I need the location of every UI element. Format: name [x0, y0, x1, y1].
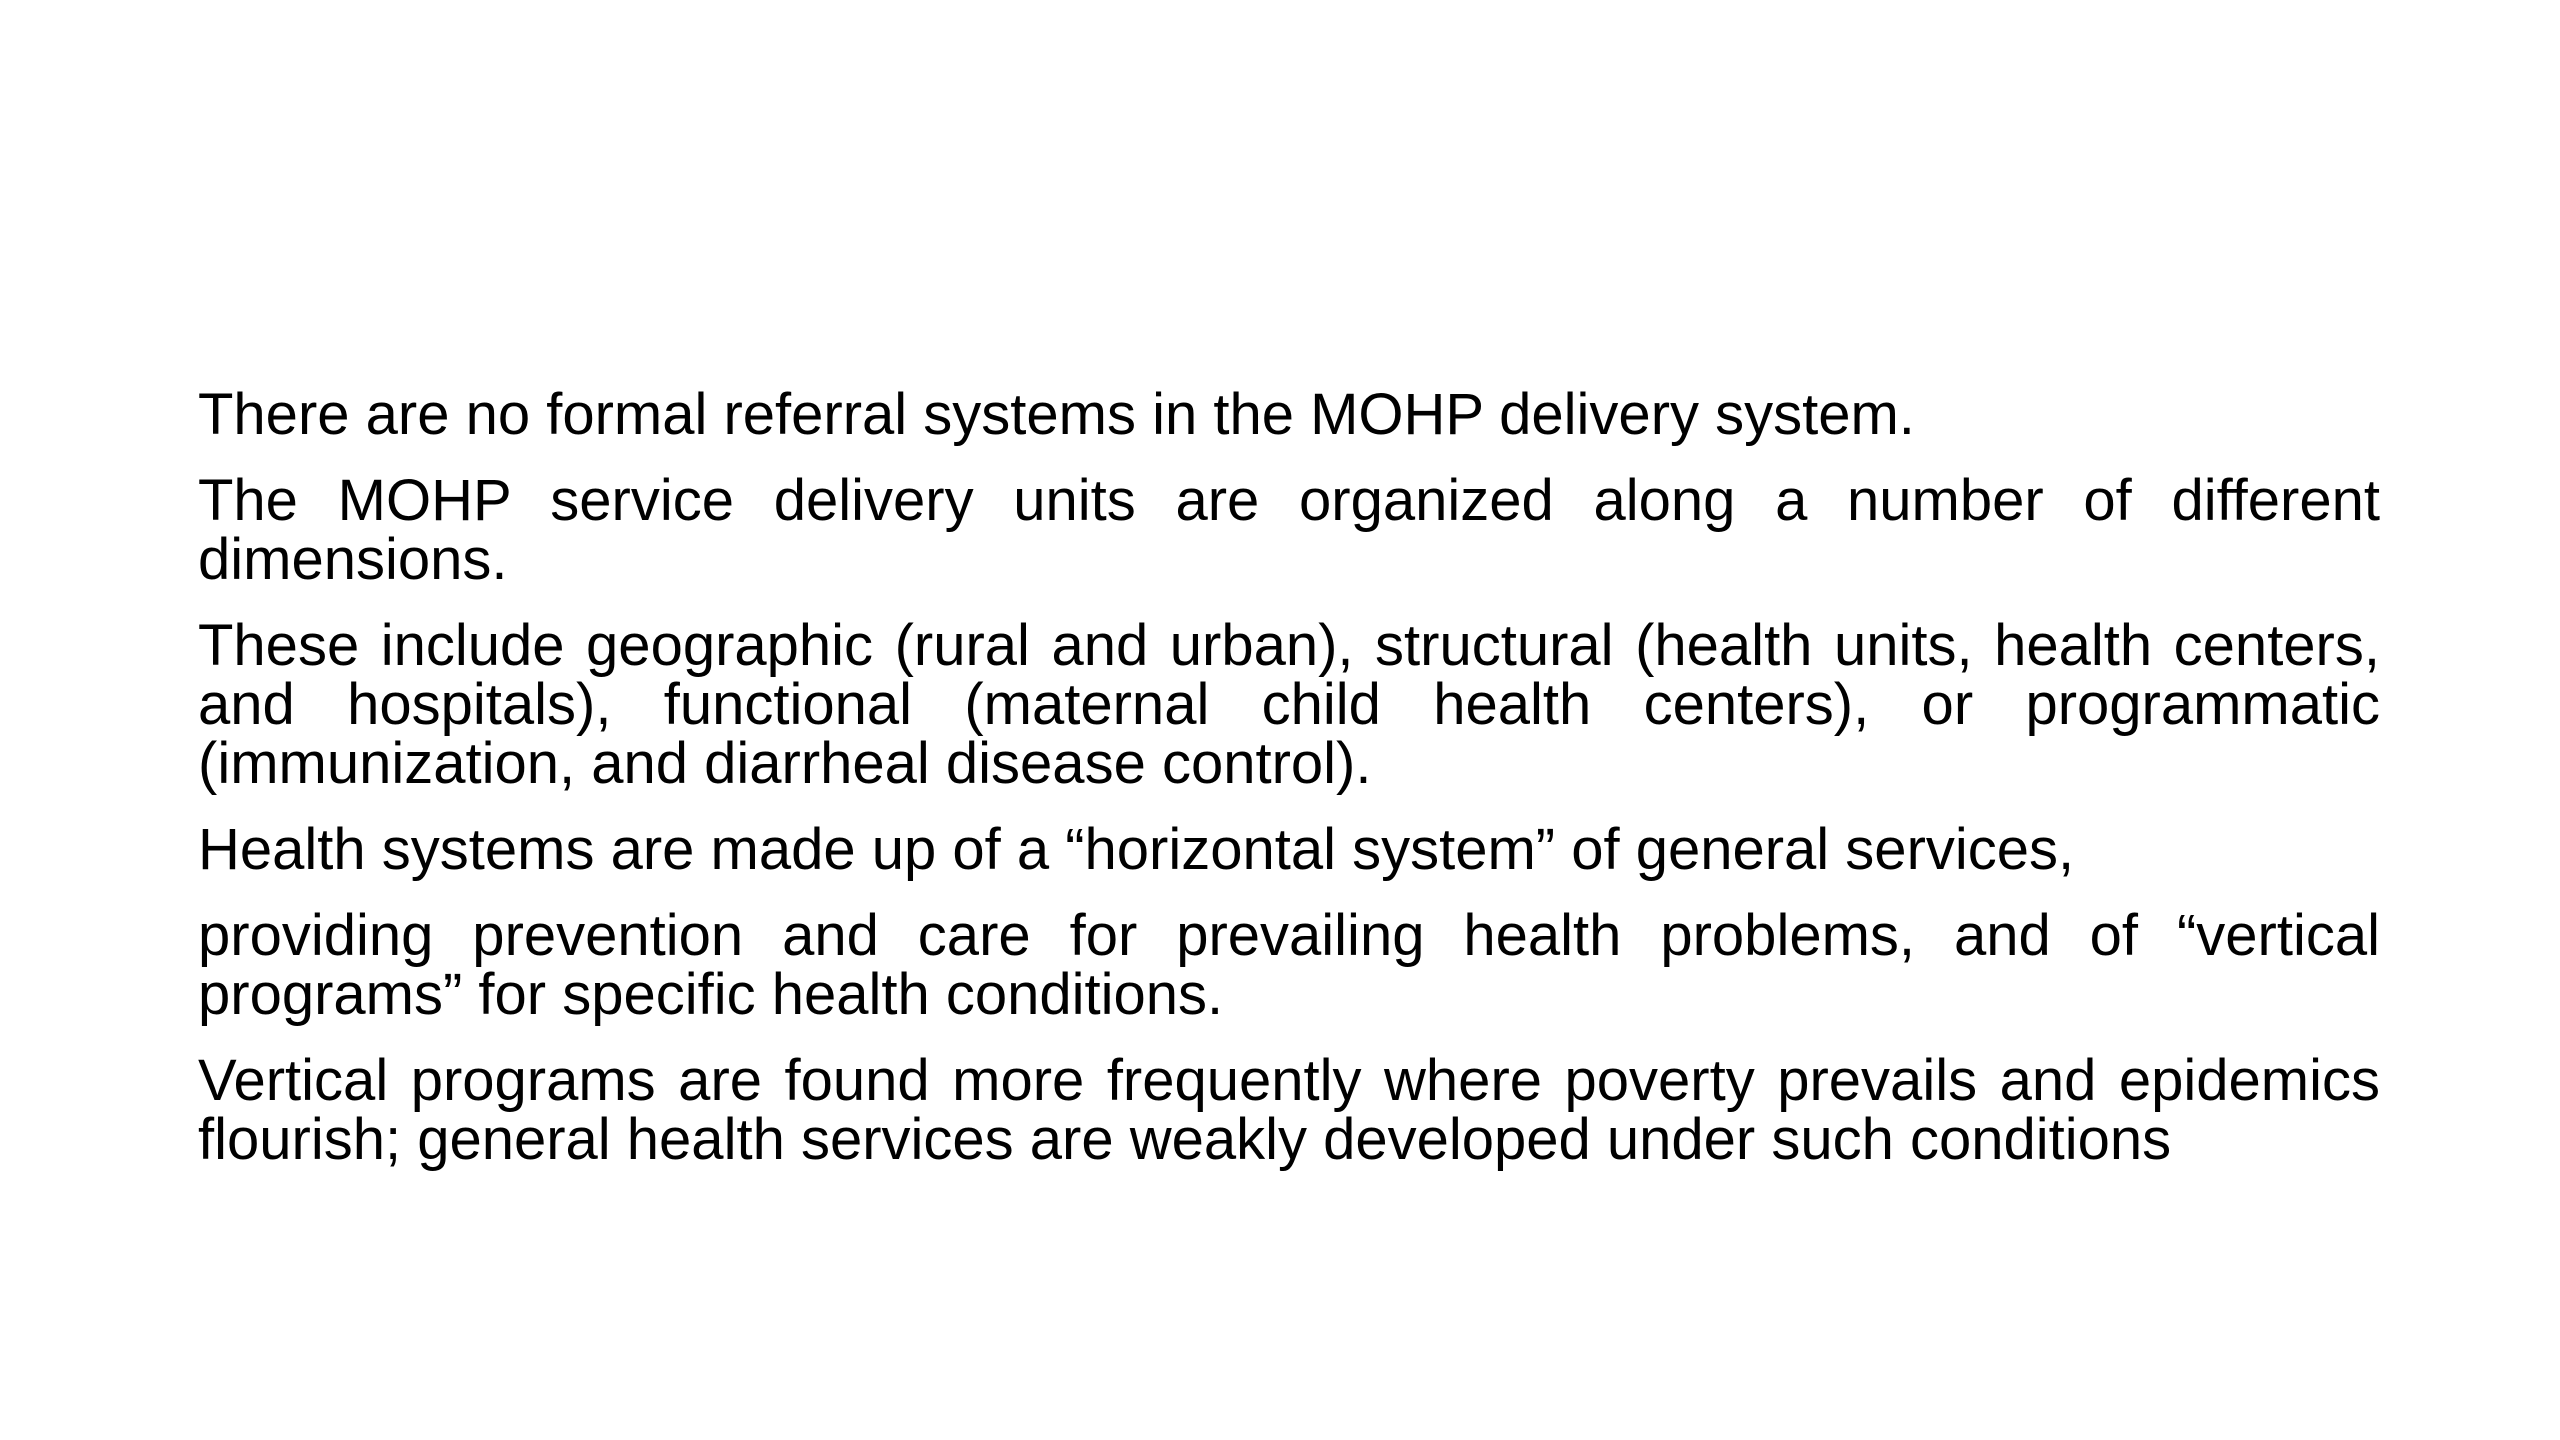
paragraph-service-delivery-units: The MOHP service delivery units are organized along a number of different dimensions. — [198, 468, 2380, 592]
paragraph-horizontal-system: Health systems are made up of a “horizontal system” of general services, — [198, 817, 2075, 882]
slide-body-text — [198, 382, 2380, 1196]
paragraph-dimensions: These include geographic (rural and urban), structural (health units, health centers, and hospitals), functional (maternal child health centers), or programmatic (immunization, and diarrheal disease control). — [198, 613, 2380, 796]
paragraph-vertical-programs: providing prevention and care for prevailing health problems, and of “vertical programs” for specific health conditions. — [198, 903, 2380, 1027]
paragraph-referral-systems: There are no formal referral systems in the MOHP delivery system. — [198, 382, 1915, 447]
paragraph-poverty-epidemics: Vertical programs are found more frequently where poverty prevails and epidemics flourish; general health services are weakly developed under such conditions — [198, 1048, 2380, 1172]
